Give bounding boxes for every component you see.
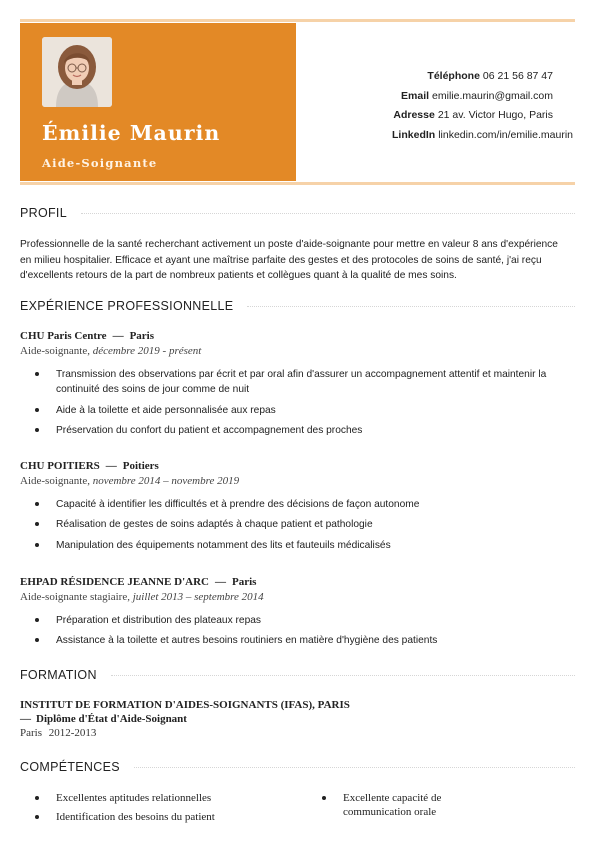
header-top-rule (20, 19, 575, 22)
period: novembre 2014 – novembre 2019 (92, 475, 240, 487)
education-years: 2012-2013 (48, 727, 97, 739)
list-item: Réalisation de gestes de soins adaptés à chaque patient et pathologie (20, 517, 575, 532)
education-city: Paris (20, 727, 42, 739)
skill-item: Identification des besoins du patient (20, 810, 280, 824)
profile-photo (42, 37, 112, 107)
list-item: Préparation et distribution des plateaux repas (20, 613, 575, 628)
employer-city: Paris (231, 576, 257, 588)
education-place-years (20, 727, 350, 739)
section-heading-skills: COMPÉTENCES (20, 759, 575, 775)
role-line (20, 345, 575, 357)
header-bottom-rule (20, 182, 575, 185)
degree-line: — Diplôme d'État d'Aide-Soignant (20, 713, 187, 725)
period: juillet 2013 – septembre 2014 (132, 591, 264, 603)
responsibility-list (20, 367, 575, 439)
degree-name: Diplôme d'État d'Aide-Soignant (36, 713, 187, 725)
section-divider (134, 767, 575, 768)
profile-text: Professionnelle de la santé recherchant activement un poste d'aide-soignante pour mettre en valeur 8 ans d'expérience en milieu hospitalier. Efficace et ayant une maîtrise parfaite des gestes et des protocoles de soins de santé, j'ai reçu d'excellents retours de la part de nombreux patients et collègues quant à la qualité de mes soins. (20, 239, 558, 282)
section-divider (111, 675, 575, 676)
section-heading-education: FORMATION (20, 667, 575, 683)
school-name: INSTITUT DE FORMATION D'AIDES-SOIGNANTS (IFAS), PARIS (20, 699, 350, 711)
employer-line: EHPAD RÉSIDENCE JEANNE D'ARC — Paris (20, 576, 257, 588)
experience-entry (20, 576, 575, 654)
employer-city: Paris (129, 330, 155, 342)
role: Aide-soignante, (20, 475, 90, 487)
contact-address: Adresse 21 av. Victor Hugo, Paris (393, 109, 553, 121)
skill-item: Excellentes aptitudes relationnelles (20, 791, 280, 805)
section-heading-profile: PROFIL (20, 205, 575, 221)
employer-name: EHPAD RÉSIDENCE JEANNE D'ARC (20, 576, 209, 588)
list-item: Assistance à la toilette et autres besoins routiniers en matière d'hygiène des patients (20, 633, 575, 648)
list-item: Capacité à identifier les difficultés et à prendre des décisions de façon autonome (20, 497, 575, 512)
section-divider (247, 306, 575, 307)
employer-name: CHU Paris Centre (20, 330, 107, 342)
address-value: 21 av. Victor Hugo, Paris (437, 109, 553, 121)
phone-value[interactable]: 06 21 56 87 47 (482, 70, 553, 82)
education-entry (20, 699, 350, 739)
section-heading-experience: EXPÉRIENCE PROFESSIONNELLE (20, 298, 575, 314)
list-item: Manipulation des équipements notamment des lits et fauteuils médicalisés (20, 538, 575, 553)
candidate-job-title: Aide-Soignante (42, 156, 158, 170)
role-line (20, 475, 575, 487)
employer-line: CHU POITIERS — Poitiers (20, 460, 159, 472)
portrait-illustration (42, 37, 112, 107)
contact-phone: Téléphone 06 21 56 87 47 (427, 70, 553, 82)
list-item: Aide à la toilette et aide personnalisée aux repas (20, 403, 575, 418)
section-divider (81, 213, 575, 214)
period: décembre 2019 - présent (92, 345, 202, 357)
header-banner (20, 23, 296, 181)
list-item: Préservation du confort du patient et accompagnement des proches (20, 423, 575, 438)
skill-item: Excellente capacité de communication orale (307, 791, 482, 819)
responsibility-list (20, 497, 575, 553)
employer-city: Poitiers (122, 460, 159, 472)
contact-linkedin: LinkedIn linkedin.com/in/emilie.maurin (392, 128, 573, 141)
email-value[interactable]: emilie.maurin@gmail.com (432, 89, 553, 102)
contact-email: Email emilie.maurin@gmail.com (401, 89, 553, 102)
experience-entry (20, 330, 575, 444)
contact-block (392, 67, 573, 145)
linkedin-value[interactable]: linkedin.com/in/emilie.maurin (438, 128, 573, 141)
employer-name: CHU POITIERS (20, 460, 100, 472)
role-line (20, 591, 575, 603)
experience-entry (20, 460, 575, 558)
list-item: Transmission des observations par écrit et par oral afin d'assurer un accompagnement attentif et maintenir la continuité des soins de jour comme de nuit (20, 367, 575, 398)
role: Aide-soignante, (20, 345, 90, 357)
employer-line: CHU Paris Centre — Paris (20, 330, 155, 342)
role: Aide-soignante stagiaire, (20, 591, 130, 603)
responsibility-list (20, 613, 575, 649)
candidate-name: Émilie Maurin (42, 121, 221, 145)
